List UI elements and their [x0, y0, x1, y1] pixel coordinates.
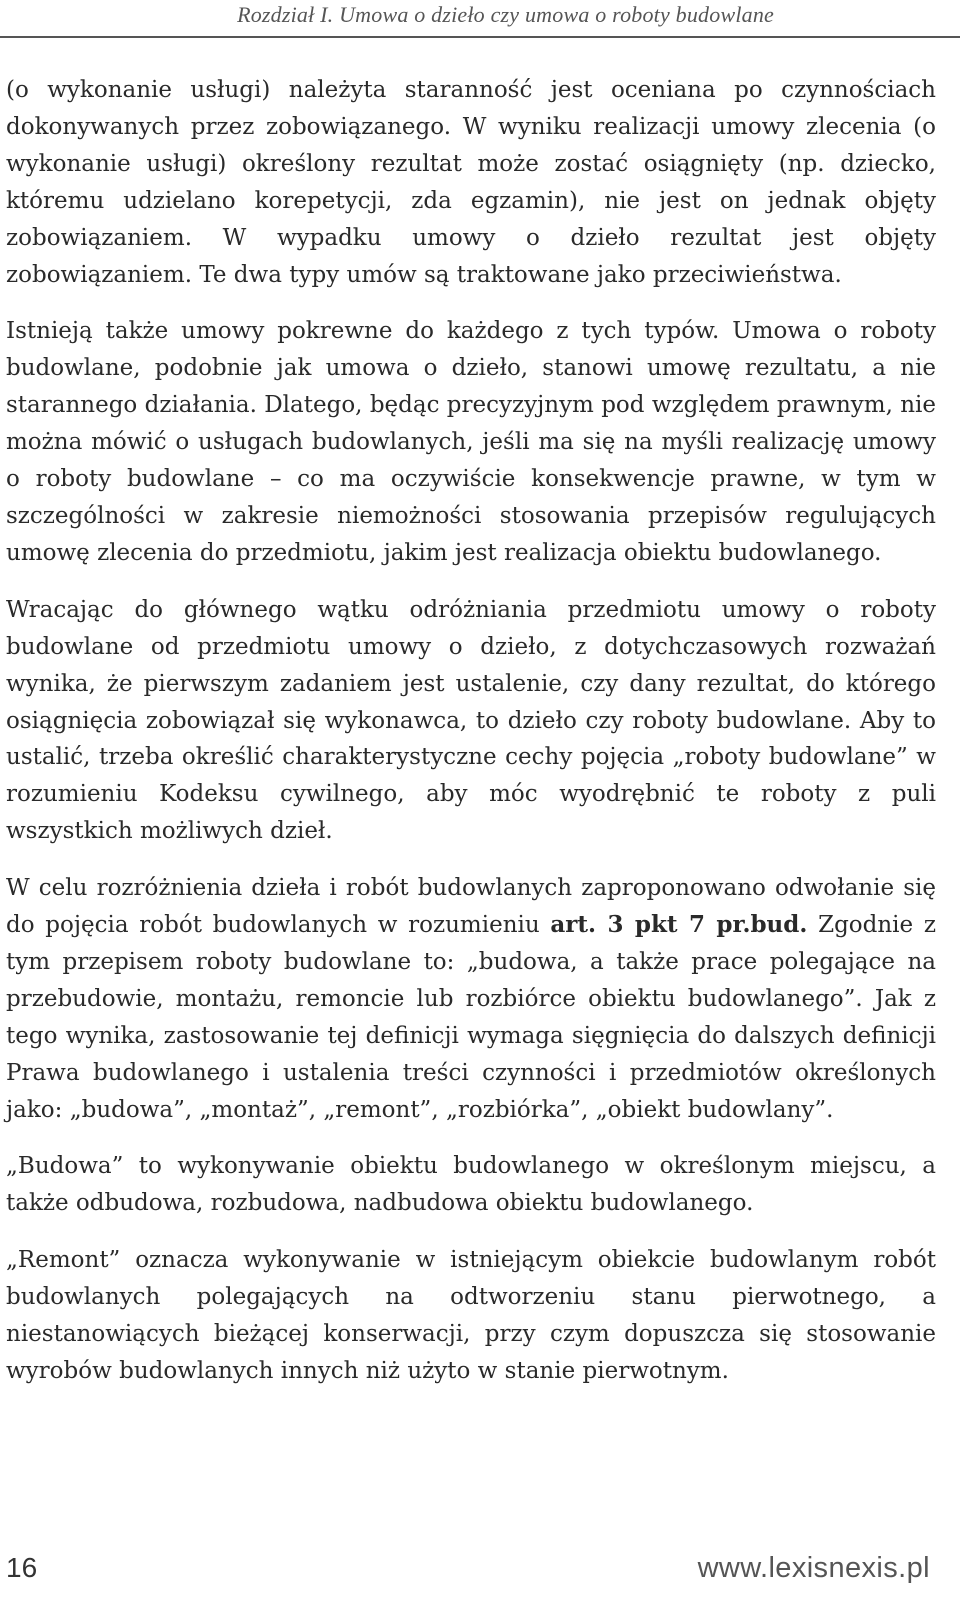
paragraph-4-text-before: W celu rozróżnienia dzieła i robót budowlanych zaproponowano odwołanie się do pojęcia robót budowlanych w rozumieniu: [6, 875, 936, 939]
paragraph-1: (o wykonanie usługi) należyta staranność jest oceniana po czynnościach dokonywanych przez zobowiązanego. W wyniku realizacji umowy zlecenia (o wykonanie usługi) określony rezultat może zostać osiągnięty (np. dziecko, któremu udzielano korepetycji, zda egzamin), nie jest on jednak objęty zobowiązaniem. W wypadku umowy o dzieło rezultat jest objęty zobowiązaniem. Te dwa typy umów są traktowane jako przeciwieństwa.: [6, 77, 936, 288]
legal-reference: art. 3 pkt 7 pr.bud.: [550, 911, 808, 939]
footer-website: www.lexisnexis.pl: [697, 1552, 930, 1584]
definition-remont: „Remont” oznacza wykonywanie w istniejącym obiekcie budowlanym robót budowlanych polegających na odtworzeniu stanu pierwotnego, a niestanowiących bieżącej konserwacji, przy czym dopuszcza się stosowanie wyrobów budowlanych innych niż użyto w stanie pierwotnym.: [6, 1247, 936, 1384]
paragraph-4-text-after: Zgodnie z tym przepisem roboty budowlane to: „budowa, a także prace polegające na przebudowie, montażu, remoncie lub rozbiórce obiektu budowlanego”. Jak z tego wynika, zastosowanie tej definicji wymaga sięgnięcia do dalszych definicji Prawa budowlanego i ustalenia treści czynności i przedmiotów określonych jako: „budowa”, „montaż”, „remont”, „rozbiórka”, „obiekt budowlany”.: [6, 912, 936, 1123]
body-text: [6, 72, 936, 1410]
paragraph-3: Wracając do głównego wątku odróżniania przedmiotu umowy o roboty budowlane od przedmiotu umowy o dzieło, z dotychczasowych rozważań wynika, że pierwszym zadaniem jest ustalenie, czy dany rezultat, do którego osiągnięcia zobowiązał się wykonawca, to dzieło czy roboty budowlane. Aby to ustalić, trzeba określić charakterystyczne cechy pojęcia „roboty budowlane” w rozumieniu Kodeksu cywilnego, aby móc wyodrębnić te roboty z puli wszystkich możliwych dzieł.: [6, 596, 936, 845]
paragraph-4: [6, 870, 936, 1128]
definition-budowa: „Budowa” to wykonywanie obiektu budowlanego w określonym miejscu, a także odbudowa, rozbudowa, nadbudowa obiektu budowlanego.: [6, 1153, 936, 1217]
paragraph-2: Istnieją także umowy pokrewne do każdego z tych typów. Umowa o roboty budowlane, podobnie jak umowa o dzieło, stanowi umowę rezultatu, a nie starannego działania. Dlatego, będąc precyzyjnym pod względem prawnym, nie można mówić o usługach budowlanych, jeśli ma się na myśli realizację umowy o roboty budowlane – co ma oczywiście konsekwencje prawne, w tym w szczególności w zakresie niemożności stosowania przepisów regulujących umowę zlecenia do przedmiotu, jakim jest realizacja obiektu budowlanego.: [6, 318, 936, 566]
running-header: [0, 0, 960, 38]
page-number: 16: [6, 1552, 38, 1583]
running-header-title: Rozdział I. Umowa o dzieło czy umowa o roboty budowlane: [237, 2, 774, 27]
